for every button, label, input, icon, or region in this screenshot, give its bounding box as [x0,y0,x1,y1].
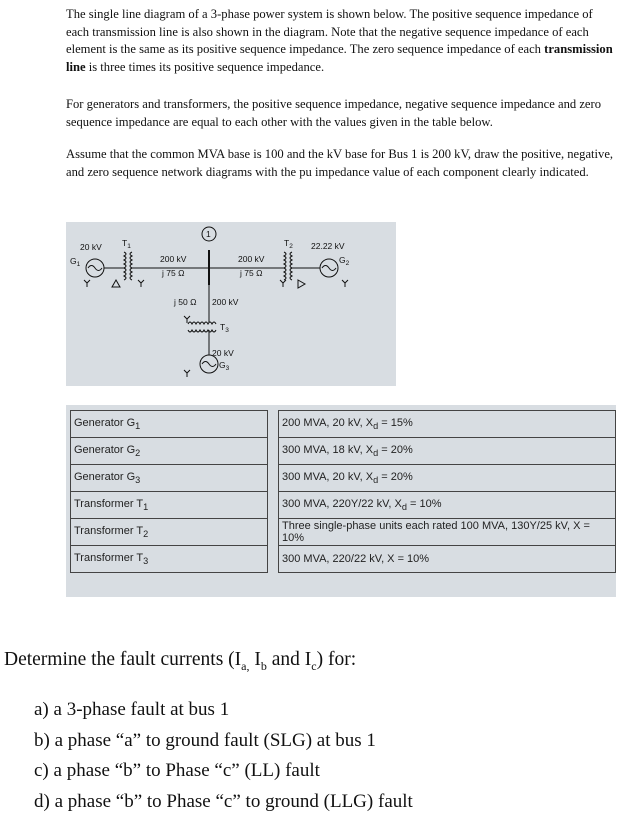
t2-label: $T_2$ [284,238,293,250]
t1-primary-coil [124,252,126,280]
g1-sine-icon [88,266,102,271]
g1-wye-icon [84,280,90,287]
component-name: Generator $G_2$ [71,438,268,465]
parameter-table [70,410,616,573]
t3-label: $T_3$ [220,322,229,334]
component-rating: 300 MVA, 18 kV, $X_d = 20\%$ [279,438,616,465]
g2-wye-icon [342,280,348,287]
g3-kv-label: 20 kV [212,348,234,358]
question-item-d: d) a phase “b” to Phase “c” to ground (LLG) fault [34,791,413,812]
intro-paragraph-2 [66,96,616,131]
component-name: Transformer $T_1$ [71,492,268,519]
t1-delta-icon [112,280,120,287]
t1-label: $T_1$ [122,238,131,250]
component-rating: 200 MVA, 20 kV, $X_d = 15\%$ [279,411,616,438]
g2-sine-icon [322,266,336,271]
component-name: Transformer $T_3$ [71,546,268,573]
question-item-a: a) a 3-phase fault at bus 1 [34,699,230,720]
g2-kv-label: 22.22 kV [311,241,345,251]
component-rating: 300 MVA, 220Y/22 kV, $X_d = 10\%$ [279,492,616,519]
component-name: Generator $G_1$ [71,411,268,438]
diagram-svg [66,222,396,386]
line2-kv-label: 200 kV [238,254,265,264]
intro-text-1a: The single line diagram of a 3-phase power system is shown below. The positive sequence impedance of each transmission line is also shown in the diagram. Note that the negative sequence impedance of each element is the same as its positive sequence impedance. The zero sequence impedance of each [66,7,593,57]
table-row [71,465,616,492]
intro-paragraph-1 [66,6,616,76]
line1-kv-label: 200 kV [160,254,187,264]
question-item-b: b) a phase “a” to ground fault (SLG) at bus 1 [34,730,376,751]
component-rating: Three single-phase units each rated 100 MVA, 130Y/25 kV, X = 10% [279,519,616,546]
t3-primary-coil [188,322,216,324]
g1-kv-label: 20 kV [80,242,102,252]
question-title: Determine the fault currents ($I_{a,}$ $I_b$ and $I_c$) for: [4,649,357,673]
g3-sine-icon [202,362,216,367]
table-row [71,411,616,438]
g3-wye-icon [184,370,190,377]
component-rating: 300 MVA, 20 kV, $X_d = 20\%$ [279,465,616,492]
intro-text-1c: is three times its positive sequence impedance. [85,59,325,74]
component-name: Transformer $T_2$ [71,519,268,546]
component-rating: 300 MVA, 220/22 kV, X = 10% [279,546,616,573]
intro-text-2: For generators and transformers, the positive sequence impedance, negative sequence impedance and zero sequence impedance are equal to each other with the values given in the table below. [66,97,602,129]
table-row [71,546,616,573]
parameter-table-panel [66,405,616,597]
line3-kv-label: 200 kV [212,297,239,307]
intro-paragraph-3 [66,146,616,181]
component-name: Generator $G_3$ [71,465,268,492]
t1-secondary-coil [130,252,132,280]
single-line-diagram [66,222,396,386]
t2-secondary-coil [290,252,292,280]
intro-text-1b-bold: transmission line [66,42,613,74]
table-row [71,519,616,546]
intro-text-3: Assume that the common MVA base is 100 and the kV base for Bus 1 is 200 kV, draw the positive, negative, and zero sequence network diagrams with the pu impedance value of each component clearly indicated. [66,147,614,179]
t2-delta-icon [298,280,305,288]
t3-secondary-coil [188,330,216,332]
line2-impedance-label: j 75 Ω [240,268,263,278]
line1-impedance-label: j 75 Ω [162,268,185,278]
table-row [71,438,616,465]
bus-1-label: 1 [206,229,211,239]
t2-primary-coil [284,252,286,280]
g3-label: $G_3$ [219,360,230,372]
t2-wye-icon [280,280,286,287]
g1-label: $G_1$ [70,256,81,268]
question-item-c: c) a phase “b” to Phase “c” (LL) fault [34,760,320,781]
g2-label: $G_2$ [339,255,350,267]
table-row [71,492,616,519]
line3-impedance-label: j 50 Ω [174,297,197,307]
t1-wye-icon [138,280,144,287]
